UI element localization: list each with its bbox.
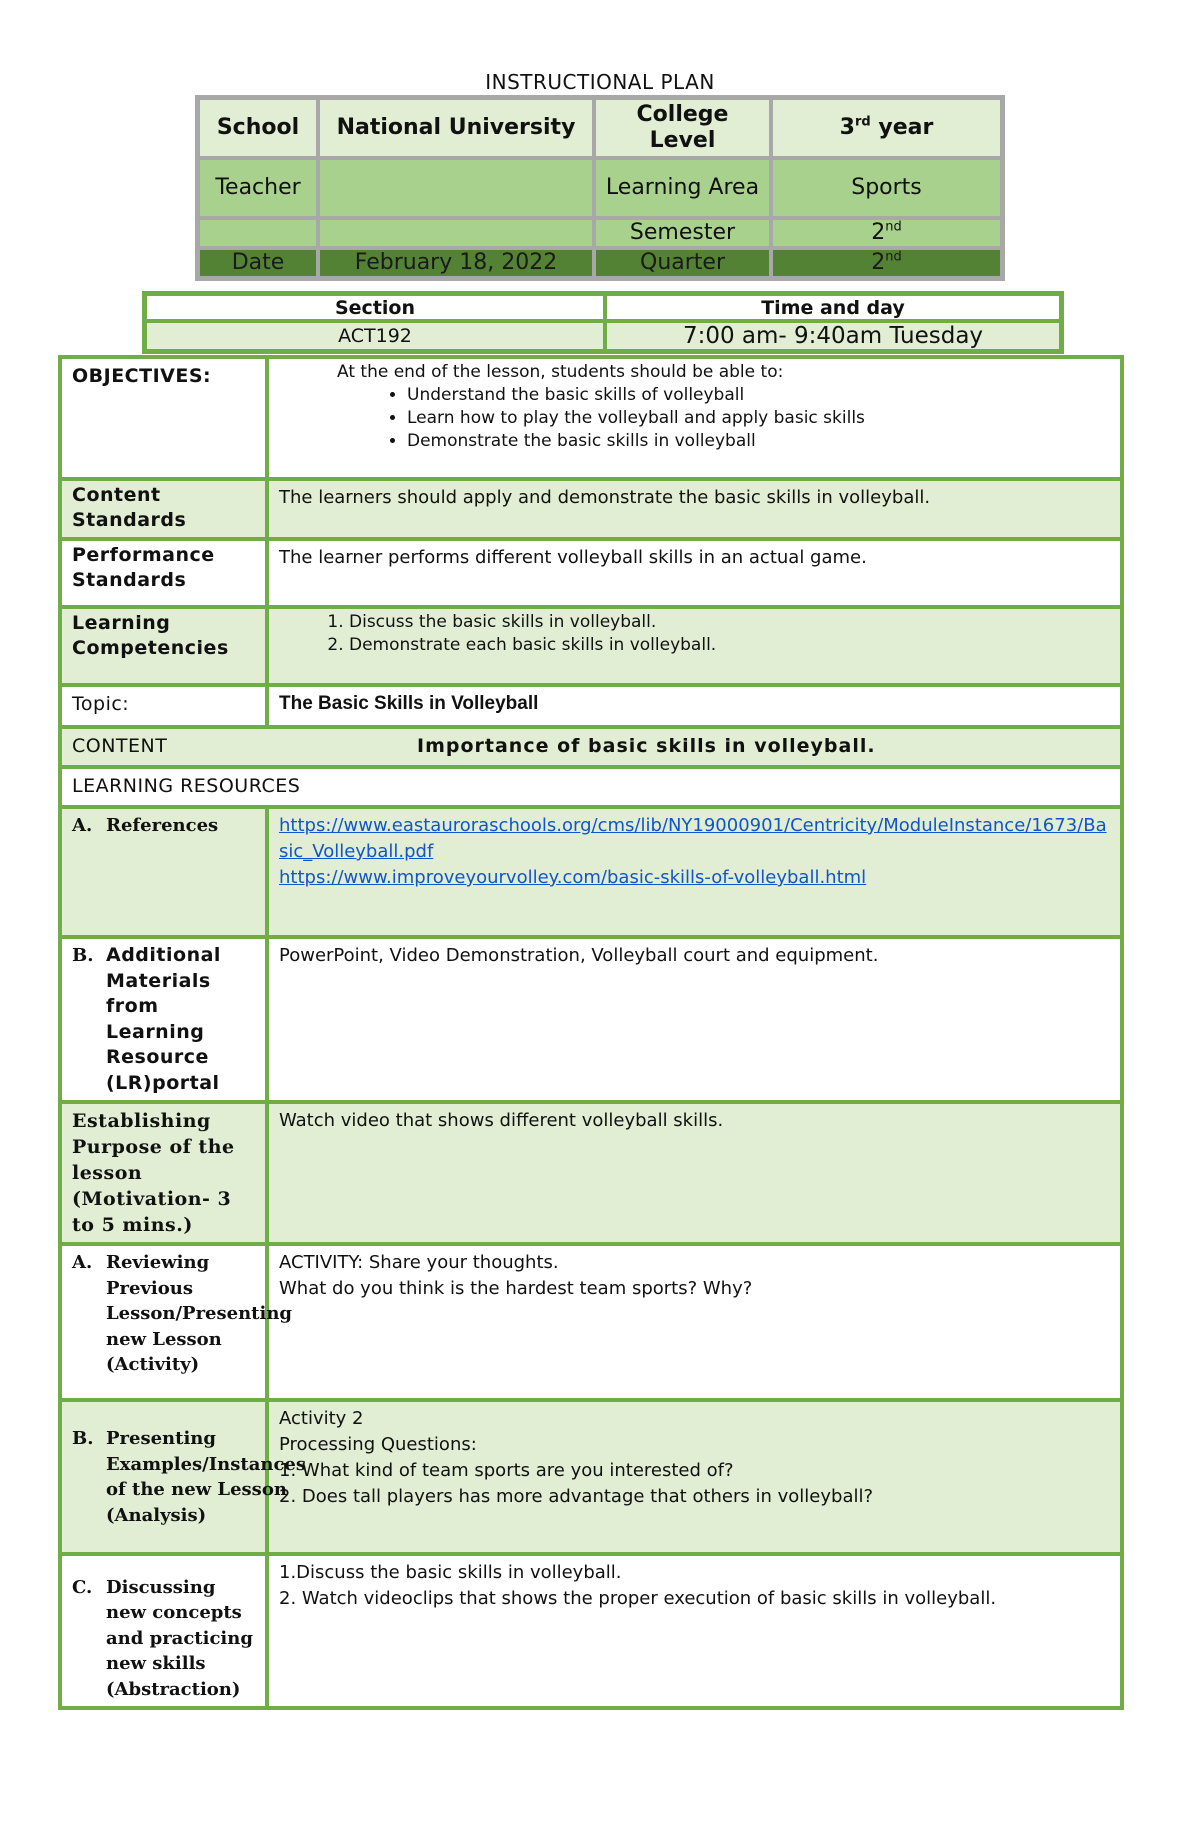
date-value: February 18, 2022 [318,248,594,278]
establishing-purpose-row [60,1102,1122,1244]
objectives-cell [267,357,1122,479]
discussing-line-2: 2. Watch videoclips that shows the proper execution of basic skills in volleyball. [279,1588,997,1609]
presenting-line-1: Activity 2 [279,1408,364,1429]
presenting-line-3: 1. What kind of team sports are you interested of? [279,1460,734,1481]
learning-competencies-cell [267,607,1122,685]
additional-materials-label: Additional Materials from Learning Resource (LR)portal [106,944,221,1094]
content-standards-text: The learners should apply and demonstrate the basic skills in volleyball. [267,479,1122,539]
performance-standards-text: The learner performs different volleyball skills in an actual game. [267,539,1122,607]
reviewing-label: Reviewing Previous Lesson/Presenting new Lesson (Activity) [106,1252,293,1375]
presenting-label-cell [60,1400,306,1554]
section-label: Section [145,294,605,321]
presenting-line-4: 2. Does tall players has more advantage that others in volleyball? [279,1486,874,1507]
quarter-label: Quarter [594,248,771,278]
additional-materials-label-cell [60,937,267,1102]
competencies-list [279,611,1110,657]
reviewing-letter: A. [72,1252,93,1273]
objective-item: • Learn how to play the volleyball and apply basic skills [407,407,1110,430]
competency-item: 2. Demonstrate each basic skills in volleyball. [349,634,1110,657]
reviewing-line-2: What do you think is the hardest team sports? Why? [279,1278,753,1299]
competency-item: 1. Discuss the basic skills in volleyball. [349,611,1110,634]
references-label: References [106,815,219,836]
year-value: 3rd year [771,98,1002,158]
references-row [60,807,1122,937]
learning-resources-row [60,767,1122,807]
content-row [60,727,1122,767]
content-standards-label: Content Standards [60,479,267,539]
additional-materials-letter: B. [72,945,94,966]
objectives-list [279,384,1110,453]
semester-label: Semester [594,218,771,248]
reviewing-cell [267,1244,1122,1400]
content-text: Importance of basic skills in volleyball. [267,727,1122,767]
objectives-intro: At the end of the lesson, students should be able to: [337,362,784,382]
reviewing-line-1: ACTIVITY: Share your thoughts. [279,1252,559,1273]
learning-area-value: Sports [771,158,1002,218]
establishing-purpose-label: Establishing Purpose of the lesson (Motivation- 3 to 5 mins.) [60,1102,267,1244]
discussing-cell [267,1554,1122,1708]
presenting-row [60,1400,1122,1554]
learning-competencies-label: Learning Competencies [60,607,267,685]
empty-cell [198,218,318,248]
establishing-purpose-text: Watch video that shows different volleyball skills. [267,1102,1122,1244]
additional-materials-row [60,937,1122,1102]
objective-item: • Demonstrate the basic skills in volleyball [407,430,1110,453]
section-value: ACT192 [145,321,605,351]
references-letter: A. [72,815,93,836]
reference-link-1[interactable]: https://www.eastauroraschools.org/cms/lib/NY19000901/Centricity/ModuleInstance/1673/Basic_Volleyball.pdf [279,815,1107,862]
references-label-cell [60,807,267,937]
learning-resources-label: LEARNING RESOURCES [60,767,1122,807]
quarter-value: 2nd [771,248,1002,278]
empty-cell [318,218,594,248]
objectives-row [60,357,1122,479]
discussing-row [60,1554,1122,1708]
topic-text: The Basic Skills in Volleyball [267,685,1122,727]
content-label: CONTENT [60,727,267,767]
content-standards-row [60,479,1122,539]
learning-competencies-row [60,607,1122,685]
presenting-label: Presenting Examples/Instances of the new Lesson (Analysis) [106,1428,306,1526]
topic-row [60,685,1122,727]
teacher-value [318,158,594,218]
discussing-label: Discussing new concepts and practicing new skills (Abstraction) [106,1576,253,1700]
section-table [142,291,1064,354]
discussing-line-1: 1.Discuss the basic skills in volleyball. [279,1562,622,1583]
presenting-cell [267,1400,1122,1554]
lesson-plan-table [58,355,1124,1710]
reviewing-label-cell [60,1244,293,1400]
semester-value: 2nd [771,218,1002,248]
presenting-line-2: Processing Questions: [279,1434,477,1455]
performance-standards-label: Performance Standards [60,539,267,607]
additional-materials-text: PowerPoint, Video Demonstration, Volleyball court and equipment. [267,937,1122,1102]
school-label: School [198,98,318,158]
discussing-label-cell [60,1554,267,1708]
header-info-table [195,95,1005,281]
school-value: National University [318,98,594,158]
topic-label: Topic: [60,685,267,727]
time-label: Time and day [605,294,1061,321]
objective-item: • Understand the basic skills of volleyball [407,384,1110,407]
page-title: INSTRUCTIONAL PLAN [485,70,715,94]
objectives-label: OBJECTIVES: [60,357,267,479]
time-value: 7:00 am- 9:40am Tuesday [605,321,1061,351]
discussing-letter: C. [72,1576,93,1598]
presenting-letter: B. [72,1428,94,1449]
learning-area-label: Learning Area [594,158,771,218]
performance-standards-row [60,539,1122,607]
references-cell [267,807,1122,937]
teacher-label: Teacher [198,158,318,218]
level-label: College Level [594,98,771,158]
reference-link-2[interactable]: https://www.improveyourvolley.com/basic-skills-of-volleyball.html [279,867,867,888]
date-label: Date [198,248,318,278]
reviewing-row [60,1244,1122,1400]
